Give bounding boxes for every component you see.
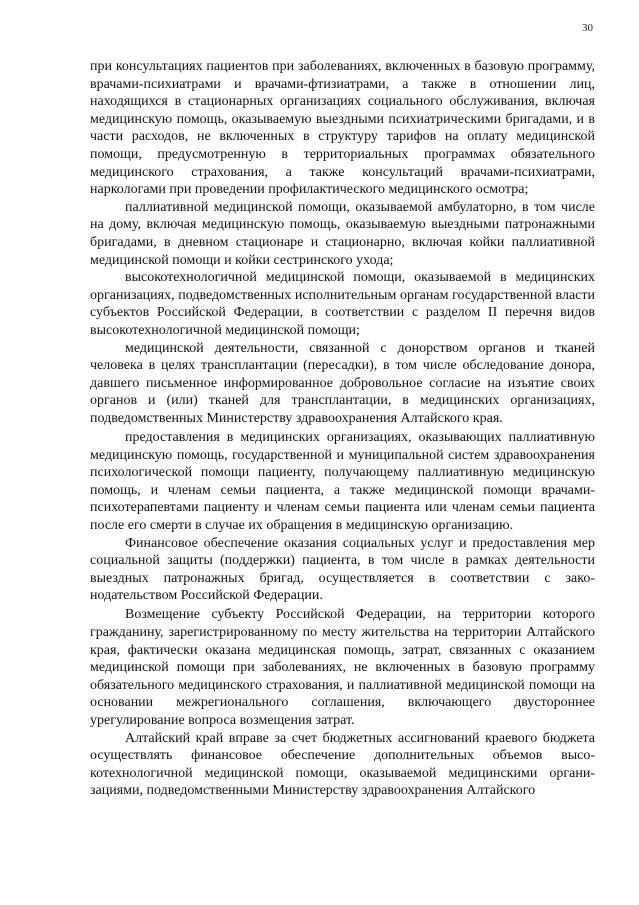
document-body	[90, 58, 595, 800]
paragraph-3: высокотехнологичной медицинской помощи, оказываемой в медицинских организациях, подведомственных исполнительным органам государственной власти субъектов Российской Федерации, в соответствии с разделом II перечня видов высокотехнологичной медицинской помощи;	[90, 270, 595, 338]
paragraph-6: Финансовое обеспечение оказания социальных услуг и предоставления мер социальной защиты (поддержки) пациента, в том числе в рамках деятельности выездных патронажных бригад, осуществляется в соответствии с законодательством Российской Федерации.	[90, 535, 595, 604]
paragraph-5: предоставления в медицинских организациях, оказывающих паллиативную медицинскую помощь, государственной и муниципальной систем здравоохранения психологической помощи пациенту, получающему паллиативную медицинскую помощь, и членам семьи пациента, а также медицинской помощи врачами-психотерапевтами пациенту и членам семьи пациента или членам семьи пациента после его смерти в случае их обращения в медицинскую организацию.	[90, 429, 595, 533]
paragraph-7: Возмещение субъекту Российской Федерации, на территории которого гражданину, зарегистрированному по месту жительства на территории Алтайского края, фактически оказана медицинская помощь, затрат, связанных с оказанием медицинской помощи при заболеваниях, не включенных в базовую программу обязательного медицинского страхования, и паллиативной медицинской помощи на основании межрегионального соглашения, включающего двустороннее урегулирование вопроса возмещения затрат.	[90, 607, 595, 728]
paragraph-2: паллиативной медицинской помощи, оказываемой амбулаторно, в том числе на дому, включая медицинскую помощь, оказываемую выездными патронажными бригадами, в дневном стационаре и стационарно, включая койки паллиативной медицинской помощи и койки сестринского ухода;	[90, 199, 595, 268]
paragraph-1: при консультациях пациентов при заболеваниях, включенных в базовую программу, врачами-психиатрами и врачами-фтизиатрами, а также в отношении лиц, находящихся в стационарных организациях социального обслуживания, включая медицинскую помощь, оказываемую выездными психиатрическими бригадами, и в части расходов, не включенных в структуру тарифов на оплату медицинской помощи, предусмотренную в территориальных программах обязательного медицинского страхования, а также консультаций врачами-психиатрами, наркологами при проведении профилактического медицинского осмотра;	[90, 59, 595, 198]
paragraph-4: медицинской деятельности, связанной с донорством органов и тканей человека в целях трансплантации (пересадки), в том числе обследование донора, давшего письменное информированное добровольное согласие на изъятие своих органов и (или) тканей для трансплантации, в медицинских организациях, подведомственных Министерству здравоохранения Алтайского края.	[90, 340, 595, 426]
paragraph-8: Алтайский край вправе за счет бюджетных ассигнований краевого бюджета осуществлять финансовое обеспечение дополнительных объемов высокотехнологичной медицинской помощи, оказываемой медицинскими организациями, подведомственными Министерству здравоохранения Алтайского	[90, 730, 595, 799]
page-number: 30	[582, 22, 593, 34]
